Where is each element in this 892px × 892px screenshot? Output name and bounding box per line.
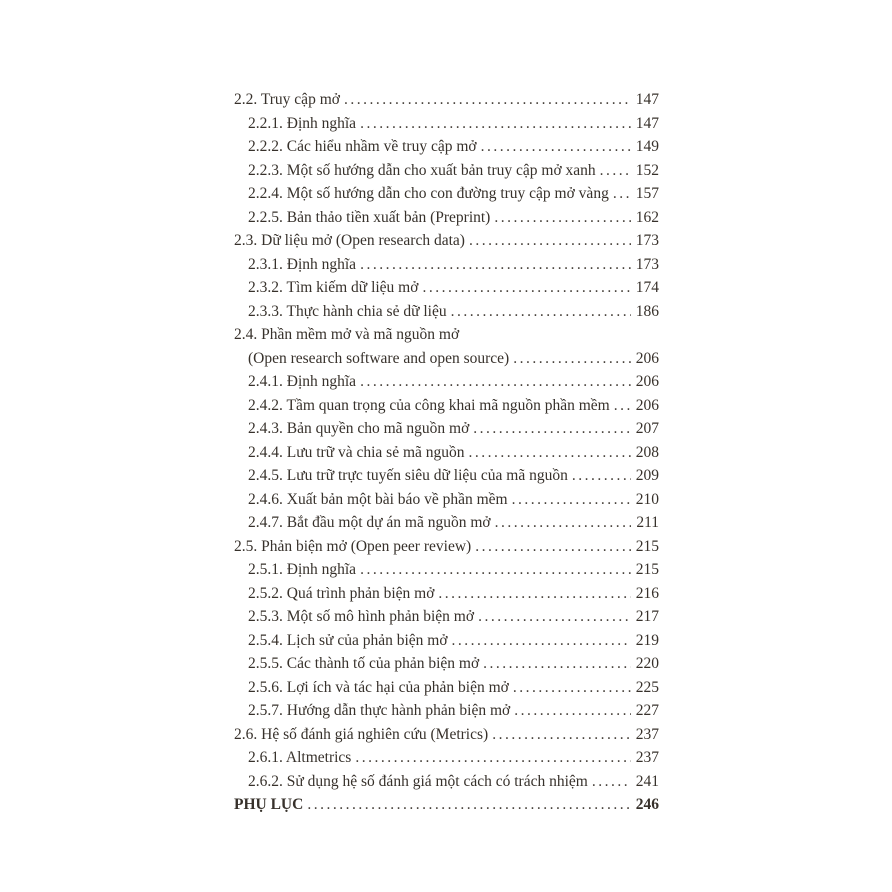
toc-entry — [234, 582, 659, 606]
toc-leader-dots — [513, 347, 631, 371]
toc-entry-label: 2.5.2. Quá trình phản biện mở — [248, 584, 435, 602]
toc-leader-dots — [360, 112, 631, 136]
toc-entry-label: 2.6.1. Altmetrics — [248, 749, 352, 766]
toc-entry-label: 2.5.6. Lợi ích và tác hại của phản biện mở — [248, 678, 509, 696]
toc-entry-label: 2.4.4. Lưu trữ và chia sẻ mã nguồn — [248, 443, 465, 461]
toc-leader-dots — [492, 723, 631, 747]
toc-leader-dots — [355, 746, 630, 770]
toc-entry-label: 2.4. Phần mềm mở và mã nguồn mở — [234, 326, 460, 343]
toc-leader-dots — [495, 511, 632, 535]
toc-page-number: 147 — [635, 114, 659, 132]
toc-entry — [234, 676, 659, 700]
toc-leader-dots — [360, 253, 631, 277]
toc-entry-label: 2.5.5. Các thành tố của phản biện mở — [248, 655, 480, 672]
toc-entry-label: 2.5.4. Lịch sử của phản biện mở — [248, 631, 448, 649]
toc-leader-dots — [438, 582, 630, 606]
toc-entry — [234, 629, 659, 653]
toc-leader-dots — [422, 276, 630, 300]
toc-leader-dots — [514, 699, 631, 723]
toc-page-number: 186 — [635, 302, 659, 320]
toc-entry-label: 2.4.7. Bắt đầu một dự án mã nguồn mở — [248, 514, 491, 531]
toc-page-number: 237 — [635, 749, 659, 766]
toc-entry — [234, 276, 659, 300]
toc-leader-dots — [360, 558, 631, 582]
toc-page-number: 216 — [635, 584, 659, 602]
toc-page-number: 220 — [635, 655, 659, 672]
toc-leader-dots — [481, 135, 631, 159]
toc-leader-dots — [475, 535, 631, 559]
toc-entry-label: 2.2. Truy cập mở — [234, 91, 340, 108]
toc-entry — [234, 441, 659, 465]
toc-leader-dots — [469, 441, 631, 465]
toc-page-number: 174 — [635, 279, 659, 296]
toc-leader-dots — [307, 793, 630, 817]
toc-leader-dots — [512, 488, 631, 512]
toc-entry-label: 2.3.3. Thực hành chia sẻ dữ liệu — [248, 302, 447, 320]
toc-page-number: 207 — [635, 420, 659, 437]
toc-entry — [234, 394, 659, 418]
toc-entry-label: 2.4.6. Xuất bản một bài báo về phần mềm — [248, 490, 508, 508]
toc-page-number: 246 — [635, 796, 659, 813]
toc-entry — [234, 558, 659, 582]
toc-page-number: 157 — [635, 185, 659, 202]
toc-leader-dots — [360, 370, 631, 394]
toc-entry-label: 2.3.1. Định nghĩa — [248, 255, 357, 273]
toc-entry-label: 2.2.4. Một số hướng dẫn cho con đường truy cập mở vàng — [248, 185, 609, 202]
toc-entry — [234, 511, 659, 535]
toc-page-number: 210 — [635, 490, 659, 508]
toc-entry — [234, 417, 659, 441]
toc-entry — [234, 746, 659, 770]
toc-entry-label: (Open research software and open source) — [248, 349, 510, 367]
toc-page-number: 149 — [635, 138, 659, 155]
table-of-contents — [234, 88, 659, 817]
toc-entry — [234, 300, 659, 324]
toc-entry — [234, 464, 659, 488]
toc-entry-label: 2.5.7. Hướng dẫn thực hành phản biện mở — [248, 702, 511, 719]
toc-page-number: 217 — [635, 608, 659, 625]
toc-entry-label: PHỤ LỤC — [234, 796, 304, 813]
toc-entry-label: 2.3. Dữ liệu mở (Open research data) — [234, 232, 465, 249]
toc-leader-dots — [600, 159, 631, 183]
toc-entry — [234, 206, 659, 230]
toc-entry — [234, 229, 659, 253]
toc-page-number: 206 — [635, 396, 659, 414]
toc-entry-label: 2.2.2. Các hiểu nhầm về truy cập mở — [248, 138, 477, 155]
toc-page-number: 206 — [635, 373, 659, 390]
toc-page-number: 209 — [635, 467, 659, 484]
toc-entry-label: 2.5.1. Định nghĩa — [248, 561, 357, 578]
toc-page-number: 162 — [635, 208, 659, 226]
toc-entry — [234, 135, 659, 159]
toc-entry-label: 2.2.5. Bản thảo tiền xuất bản (Preprint) — [248, 208, 491, 226]
toc-entry — [234, 323, 659, 347]
toc-entry-label: 2.4.5. Lưu trữ trực tuyến siêu dữ liệu của mã nguồn — [248, 467, 568, 484]
toc-leader-dots — [613, 182, 631, 206]
toc-entry — [234, 652, 659, 676]
toc-entry — [234, 535, 659, 559]
toc-entry — [234, 370, 659, 394]
toc-entry-label: 2.3.2. Tìm kiếm dữ liệu mở — [248, 279, 419, 296]
toc-page-number: 237 — [635, 725, 659, 743]
toc-entry — [234, 159, 659, 183]
toc-leader-dots — [513, 676, 631, 700]
toc-entry — [234, 605, 659, 629]
toc-entry-label: 2.2.1. Định nghĩa — [248, 114, 357, 132]
toc-entry — [234, 793, 659, 817]
toc-entry-label: 2.4.2. Tầm quan trọng của công khai mã nguồn phần mềm — [248, 396, 610, 414]
toc-entry-label: 2.2.3. Một số hướng dẫn cho xuất bản truy cập mở xanh — [248, 161, 596, 179]
toc-entry-label: 2.5.3. Một số mô hình phản biện mở — [248, 608, 475, 625]
toc-entry — [234, 488, 659, 512]
toc-entry-label: 2.4.1. Định nghĩa — [248, 373, 357, 390]
toc-leader-dots — [451, 300, 631, 324]
toc-page-number: 211 — [636, 514, 659, 531]
toc-page-number: 152 — [635, 161, 659, 179]
toc-entry-label: 2.6. Hệ số đánh giá nghiên cứu (Metrics) — [234, 725, 489, 743]
toc-entry — [234, 347, 659, 371]
toc-entry — [234, 699, 659, 723]
toc-page-number: 173 — [635, 232, 659, 249]
toc-entry — [234, 182, 659, 206]
toc-entry — [234, 112, 659, 136]
toc-entry-label: 2.6.2. Sử dụng hệ số đánh giá một cách có trách nhiệm — [248, 772, 588, 790]
toc-leader-dots — [452, 629, 631, 653]
toc-entry — [234, 723, 659, 747]
toc-leader-dots — [344, 88, 631, 112]
toc-entry-label: 2.4.3. Bản quyền cho mã nguồn mở — [248, 420, 470, 437]
toc-entry — [234, 770, 659, 794]
toc-leader-dots — [494, 206, 630, 230]
toc-page-number: 208 — [635, 443, 659, 461]
toc-page-number: 206 — [635, 349, 659, 367]
toc-page-number: 227 — [635, 702, 659, 719]
toc-leader-dots — [483, 652, 631, 676]
toc-page-number: 219 — [635, 631, 659, 649]
toc-page-number: 147 — [635, 91, 659, 108]
toc-page-number: 241 — [635, 772, 659, 790]
toc-page-number: 215 — [635, 561, 659, 578]
toc-leader-dots — [614, 394, 631, 418]
toc-entry — [234, 253, 659, 277]
toc-page-number: 215 — [635, 537, 659, 555]
toc-page-number: 173 — [635, 255, 659, 273]
toc-leader-dots — [469, 229, 631, 253]
toc-entry — [234, 88, 659, 112]
toc-entry-label: 2.5. Phản biện mở (Open peer review) — [234, 537, 472, 555]
toc-leader-dots — [478, 605, 631, 629]
toc-leader-dots — [473, 417, 630, 441]
toc-leader-dots — [592, 770, 631, 794]
toc-leader-dots — [572, 464, 631, 488]
toc-page-number: 225 — [635, 678, 659, 696]
